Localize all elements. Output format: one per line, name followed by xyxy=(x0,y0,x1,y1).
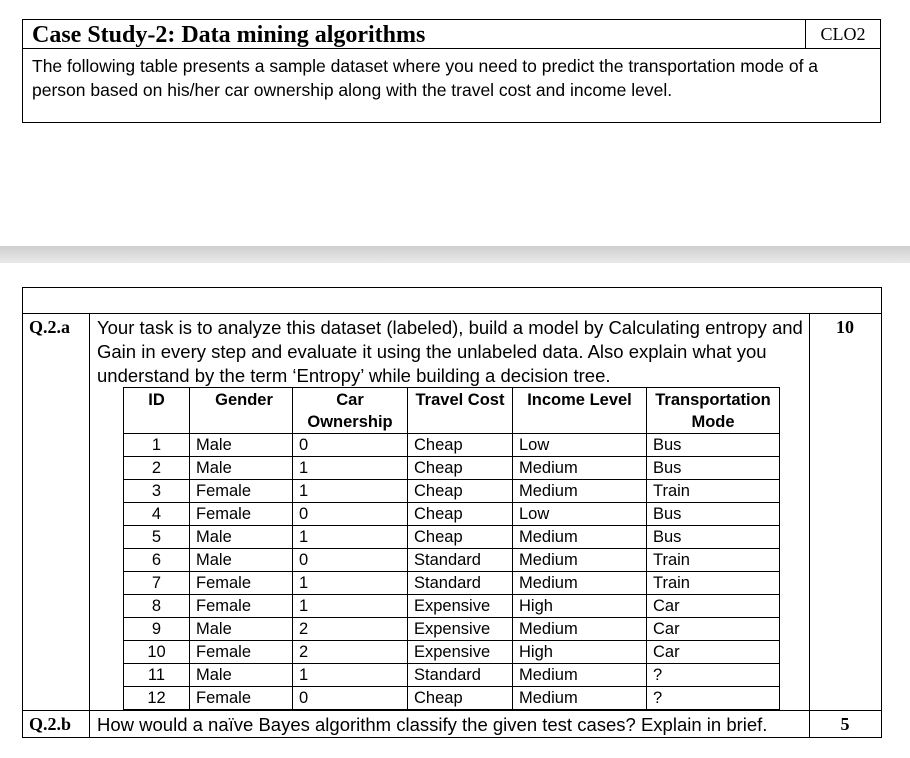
cell-car: 1 xyxy=(293,595,408,618)
case-study-title: Case Study-2: Data mining algorithms xyxy=(32,22,426,48)
table-row xyxy=(124,457,780,480)
cell-id: 9 xyxy=(124,618,190,641)
cell-car: 2 xyxy=(293,641,408,664)
table-row xyxy=(124,480,780,503)
cell-income: Low xyxy=(513,434,647,457)
cell-gender: Male xyxy=(190,618,293,641)
cell-gender: Male xyxy=(190,526,293,549)
header-mode-line2: Mode xyxy=(691,413,735,431)
cell-cost: Standard xyxy=(408,572,513,595)
cell-car: 0 xyxy=(293,503,408,526)
q2b-text: How would a naïve Bayes algorithm classify the given test cases? Explain in brief. xyxy=(97,714,768,735)
cell-gender: Male xyxy=(190,457,293,480)
cell-income: Medium xyxy=(513,549,647,572)
cell-mode: Train xyxy=(647,572,780,595)
cell-cost: Cheap xyxy=(408,480,513,503)
cell-cost: Cheap xyxy=(408,687,513,710)
q2a-text-line1: Your task is to analyze this dataset (labeled), build a model by Calculating entropy and xyxy=(97,317,803,338)
cell-gender: Female xyxy=(190,503,293,526)
cell-id: 1 xyxy=(124,434,190,457)
header-car-line2: Ownership xyxy=(307,413,393,431)
table-row xyxy=(124,434,780,457)
cell-income: Medium xyxy=(513,687,647,710)
cell-income: High xyxy=(513,595,647,618)
cell-gender: Female xyxy=(190,572,293,595)
cell-id: 7 xyxy=(124,572,190,595)
table-row xyxy=(124,526,780,549)
cell-mode: ? xyxy=(647,687,780,710)
cell-mode: Train xyxy=(647,549,780,572)
table-row xyxy=(124,595,780,618)
cell-income: High xyxy=(513,641,647,664)
cell-id: 10 xyxy=(124,641,190,664)
table-body xyxy=(124,434,780,710)
cell-mode: Bus xyxy=(647,503,780,526)
q2a-text-line2: Gain in every step and evaluate it using the unlabeled data. Also explain what you xyxy=(97,341,767,362)
cell-cost: Expensive xyxy=(408,618,513,641)
cell-car: 1 xyxy=(293,664,408,687)
case-study-box xyxy=(22,19,881,123)
header-car-ownership xyxy=(293,388,408,434)
clo-badge: CLO2 xyxy=(805,20,880,49)
cell-id: 3 xyxy=(124,480,190,503)
cell-gender: Male xyxy=(190,549,293,572)
cell-mode: Bus xyxy=(647,434,780,457)
cell-gender: Female xyxy=(190,687,293,710)
section-separator xyxy=(0,246,910,263)
cell-car: 0 xyxy=(293,434,408,457)
marks-column-divider xyxy=(809,313,810,737)
cell-mode: Car xyxy=(647,641,780,664)
cell-id: 12 xyxy=(124,687,190,710)
divider xyxy=(23,48,805,49)
table-row xyxy=(124,618,780,641)
cell-income: Medium xyxy=(513,526,647,549)
question-header-row xyxy=(23,288,881,314)
table-row xyxy=(124,641,780,664)
cell-income: Medium xyxy=(513,572,647,595)
q2b-marks: 5 xyxy=(840,714,850,734)
divider xyxy=(23,710,881,711)
cell-income: Medium xyxy=(513,618,647,641)
cell-income: Medium xyxy=(513,480,647,503)
header-gender: Gender xyxy=(190,388,293,434)
table-row xyxy=(124,549,780,572)
cell-gender: Male xyxy=(190,664,293,687)
case-study-intro: The following table presents a sample dataset where you need to predict the transportation mode of a person based on his/her car ownership along with the travel cost and income level. xyxy=(32,56,819,100)
cell-id: 11 xyxy=(124,664,190,687)
cell-cost: Expensive xyxy=(408,641,513,664)
header-id: ID xyxy=(124,388,190,434)
cell-gender: Female xyxy=(190,595,293,618)
cell-income: Low xyxy=(513,503,647,526)
cell-mode: ? xyxy=(647,664,780,687)
table-row xyxy=(124,503,780,526)
dataset-table xyxy=(123,387,780,710)
cell-id: 4 xyxy=(124,503,190,526)
cell-cost: Cheap xyxy=(408,526,513,549)
cell-mode: Car xyxy=(647,618,780,641)
table-row xyxy=(124,572,780,595)
q2b-label: Q.2.b xyxy=(29,714,72,734)
cell-income: Medium xyxy=(513,457,647,480)
cell-cost: Cheap xyxy=(408,457,513,480)
cell-gender: Female xyxy=(190,641,293,664)
header-car-line1: Car xyxy=(336,391,364,409)
header-income-level: Income Level xyxy=(513,388,647,434)
cell-income: Medium xyxy=(513,664,647,687)
cell-gender: Male xyxy=(190,434,293,457)
label-column-divider xyxy=(89,313,90,737)
header-travel-cost: Travel Cost xyxy=(408,388,513,434)
cell-cost: Standard xyxy=(408,664,513,687)
cell-cost: Standard xyxy=(408,549,513,572)
cell-car: 0 xyxy=(293,687,408,710)
q2a-marks: 10 xyxy=(836,317,854,337)
cell-car: 2 xyxy=(293,618,408,641)
cell-cost: Cheap xyxy=(408,503,513,526)
header-mode-line1: Transportation xyxy=(655,391,771,409)
cell-car: 1 xyxy=(293,480,408,503)
cell-mode: Train xyxy=(647,480,780,503)
cell-car: 1 xyxy=(293,572,408,595)
cell-cost: Cheap xyxy=(408,434,513,457)
table-row xyxy=(124,664,780,687)
cell-id: 5 xyxy=(124,526,190,549)
cell-mode: Bus xyxy=(647,526,780,549)
cell-cost: Expensive xyxy=(408,595,513,618)
header-transportation-mode xyxy=(647,388,780,434)
table-row xyxy=(124,687,780,710)
cell-gender: Female xyxy=(190,480,293,503)
q2a-label: Q.2.a xyxy=(29,317,71,337)
cell-mode: Bus xyxy=(647,457,780,480)
q2a-text-line3: understand by the term ‘Entropy’ while building a decision tree. xyxy=(97,365,611,386)
cell-id: 2 xyxy=(124,457,190,480)
table-header-row xyxy=(124,388,780,434)
cell-id: 8 xyxy=(124,595,190,618)
cell-car: 1 xyxy=(293,457,408,480)
cell-id: 6 xyxy=(124,549,190,572)
cell-car: 1 xyxy=(293,526,408,549)
cell-car: 0 xyxy=(293,549,408,572)
cell-mode: Car xyxy=(647,595,780,618)
